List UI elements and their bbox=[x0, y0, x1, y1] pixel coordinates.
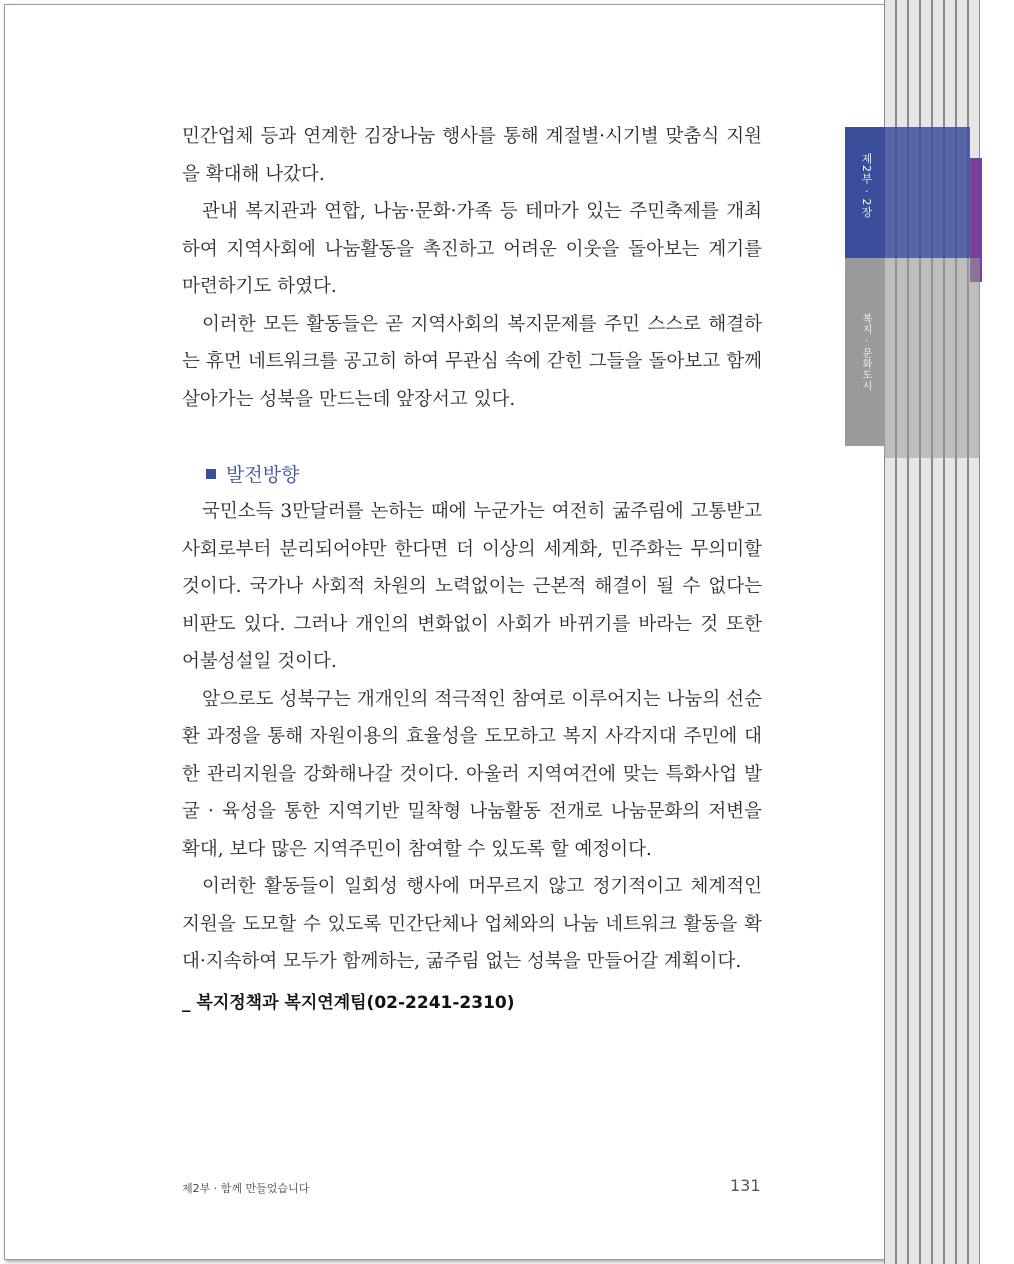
section-tab bbox=[845, 258, 885, 446]
body-top bbox=[182, 118, 762, 418]
contact-info: _ 복지정책과 복지연계팀(02-2241-2310) bbox=[182, 993, 515, 1013]
section-heading bbox=[206, 460, 299, 487]
paragraph: 이러한 활동들이 일회성 행사에 머무르지 않고 정기적이고 체계적인 지원을 도모할 수 있도록 민간단체나 업체와의 나눔 네트워크 활동을 확대·지속하여 모두가 함께하는, 굶주림 없는 성북을 만들어갈 계획이다. bbox=[182, 876, 762, 972]
chapter-tab bbox=[845, 127, 885, 258]
square-bullet-icon bbox=[206, 469, 216, 479]
section-tab-label: 복지 · 문화도시 bbox=[860, 313, 871, 392]
paragraph: 민간업체 등과 연계한 김장나눔 행사를 통해 계절별·시기별 맞춤식 지원을 확대해 나갔다. bbox=[182, 126, 762, 185]
footer-part-title: 제2부 · 함께 만들었습니다 bbox=[182, 1182, 310, 1195]
chapter-tab-label: 제2부 · 2장 bbox=[860, 153, 873, 219]
page-number: 131 bbox=[730, 1176, 761, 1195]
paragraph: 국민소득 3만달러를 논하는 때에 누군가는 여전히 굶주림에 고통받고 사회로부터 분리되어야만 한다면 더 이상의 세계화, 민주화는 무의미할 것이다. 국가나 사회적 차원의 노력없이는 근본적 해결이 될 수 없다는 비판도 있다. 그러나 개인의 변화없이 사회가 바뀌기를 바라는 것 또한 어불성설일 것이다. bbox=[182, 501, 762, 672]
body-bottom bbox=[182, 493, 762, 981]
page-edges bbox=[884, 0, 994, 1264]
section-heading-text: 발전방향 bbox=[226, 464, 300, 486]
paragraph: 관내 복지관과 연합, 나눔·문화·가족 등 테마가 있는 주민축제를 개최하여 지역사회에 나눔활동을 촉진하고 어려운 이웃을 돌아보는 계기를 마련하기도 하였다. bbox=[182, 201, 762, 297]
paragraph: 앞으로도 성북구는 개개인의 적극적인 참여로 이루어지는 나눔의 선순환 과정을 통해 자원이용의 효율성을 도모하고 복지 사각지대 주민에 대한 관리지원을 강화해나갈 것이다. 아울러 지역여건에 맞는 특화사업 발굴 · 육성을 통한 지역기반 밀착형 나눔활동 전개로 나눔문화의 저변을 확대, 보다 많은 지역주민이 참여할 수 있도록 할 예정이다. bbox=[182, 688, 762, 860]
paragraph: 이러한 모든 활동들은 곧 지역사회의 복지문제를 주민 스스로 해결하는 휴먼 네트워크를 공고히 하여 무관심 속에 갇힌 그들을 돌아보고 함께 살아가는 성북을 만드는데 앞장서고 있다. bbox=[182, 313, 762, 410]
